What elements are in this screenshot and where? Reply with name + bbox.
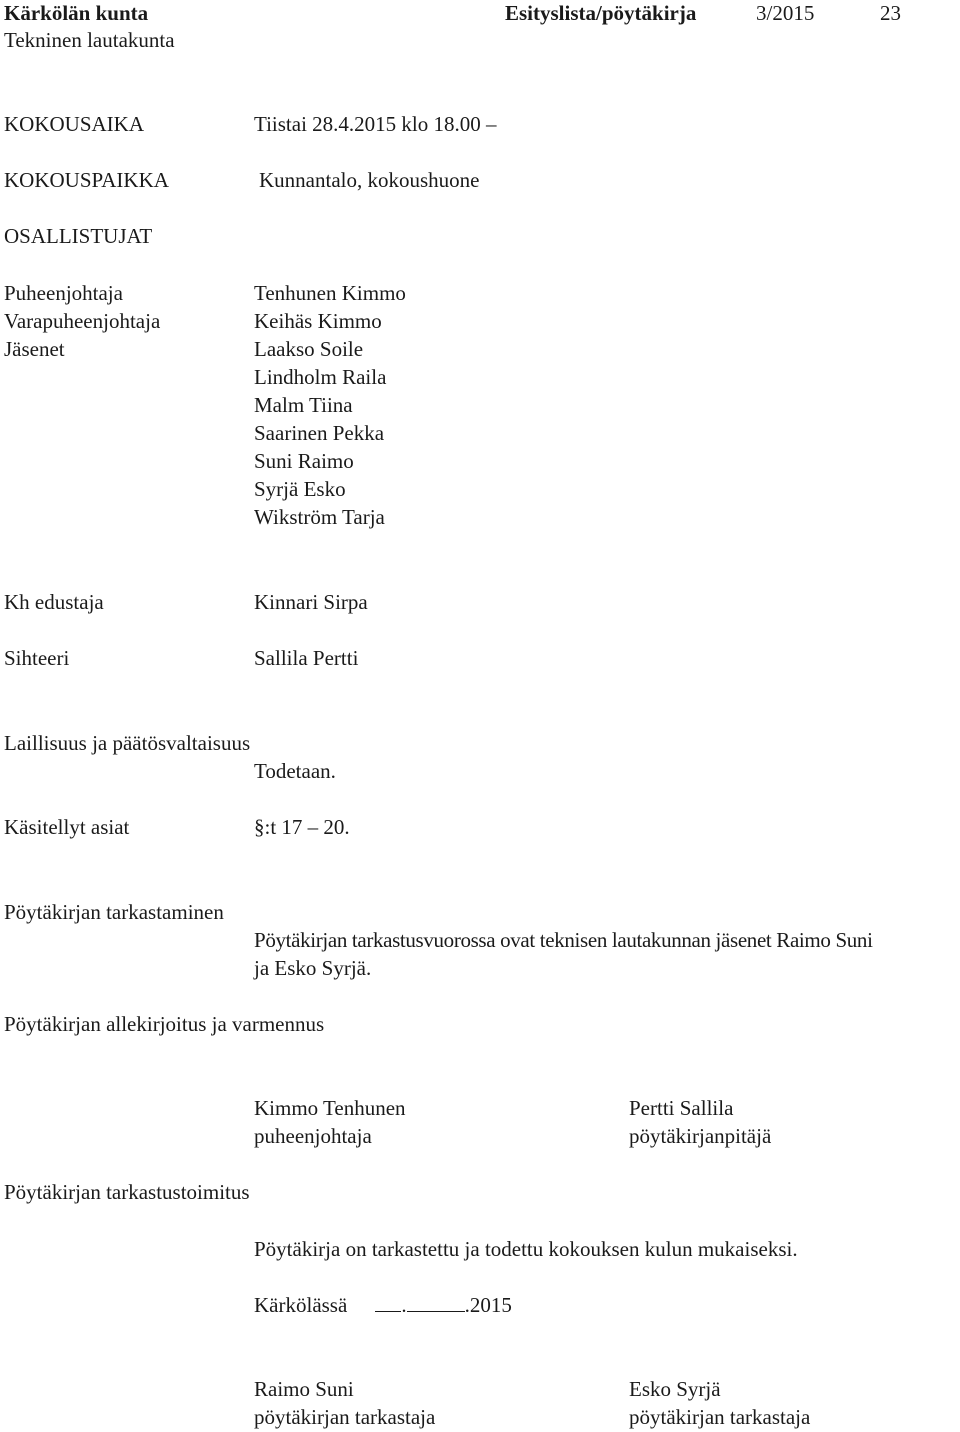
chair-signature-name: Kimmo Tenhunen xyxy=(254,1096,406,1120)
meeting-place-value: Kunnantalo, kokoushuone xyxy=(259,168,480,192)
chair-signature-role: puheenjohtaja xyxy=(254,1124,372,1148)
participant-name: Syrjä Esko xyxy=(254,477,346,501)
participant-name: Malm Tiina xyxy=(254,393,353,417)
secretary-signature-name: Pertti Sallila xyxy=(629,1096,734,1120)
participants-heading: OSALLISTUJAT xyxy=(4,224,153,248)
kh-representative-label: Kh edustaja xyxy=(4,590,104,614)
document-type: Esityslista/pöytäkirja xyxy=(505,1,697,25)
review-text-line1: Pöytäkirjan tarkastusvuorossa ovat teknisen lautakunnan jäsenet Raimo Suni xyxy=(254,928,873,952)
items-value: §:t 17 – 20. xyxy=(254,815,350,839)
participant-name: Suni Raimo xyxy=(254,449,354,473)
vice-chair-label: Varapuheenjohtaja xyxy=(4,309,161,333)
participant-name: Wikström Tarja xyxy=(254,505,385,529)
date-separator: . xyxy=(401,1293,407,1317)
signature-heading: Pöytäkirjan allekirjoitus ja varmennus xyxy=(4,1012,325,1036)
kh-representative-value: Kinnari Sirpa xyxy=(254,590,368,614)
participant-name: Keihäs Kimmo xyxy=(254,309,382,333)
participant-name: Lindholm Raila xyxy=(254,365,387,389)
municipality-name: Kärkölän kunta xyxy=(4,1,149,25)
chair-label: Puheenjohtaja xyxy=(4,281,123,305)
meeting-time-value: Tiistai 28.4.2015 klo 18.00 – xyxy=(254,112,497,136)
board-name: Tekninen lautakunta xyxy=(4,28,175,52)
reviewer2-name: Esko Syrjä xyxy=(629,1377,721,1401)
reviewer1-name: Raimo Suni xyxy=(254,1377,354,1401)
month-blank[interactable] xyxy=(407,1291,465,1312)
place-date-prefix: Kärkölässä xyxy=(254,1293,348,1317)
reviewer2-role: pöytäkirjan tarkastaja xyxy=(629,1405,811,1429)
meeting-place-label: KOKOUSPAIKKA xyxy=(4,168,169,192)
day-blank[interactable] xyxy=(375,1291,401,1312)
page-number: 23 xyxy=(880,1,901,25)
members-label: Jäsenet xyxy=(4,337,65,361)
meeting-time-label: KOKOUSAIKA xyxy=(4,112,144,136)
place-date-line xyxy=(254,1291,512,1319)
legality-heading: Laillisuus ja päätösvaltaisuus xyxy=(4,731,251,755)
document-number: 3/2015 xyxy=(756,1,815,25)
date-year: .2015 xyxy=(464,1293,512,1317)
participant-name: Tenhunen Kimmo xyxy=(254,281,406,305)
items-label: Käsitellyt asiat xyxy=(4,815,130,839)
legality-text: Todetaan. xyxy=(254,759,336,783)
participant-name: Laakso Soile xyxy=(254,337,364,361)
verification-text: Pöytäkirja on tarkastettu ja todettu kokouksen kulun mukaiseksi. xyxy=(254,1237,798,1261)
participant-name: Saarinen Pekka xyxy=(254,421,385,445)
verification-heading: Pöytäkirjan tarkastustoimitus xyxy=(4,1180,250,1204)
secretary-signature-role: pöytäkirjanpitäjä xyxy=(629,1124,772,1148)
secretary-value: Sallila Pertti xyxy=(254,646,359,670)
review-text-line2: ja Esko Syrjä. xyxy=(254,956,372,980)
secretary-label: Sihteeri xyxy=(4,646,70,670)
reviewer1-role: pöytäkirjan tarkastaja xyxy=(254,1405,436,1429)
review-heading: Pöytäkirjan tarkastaminen xyxy=(4,900,224,924)
